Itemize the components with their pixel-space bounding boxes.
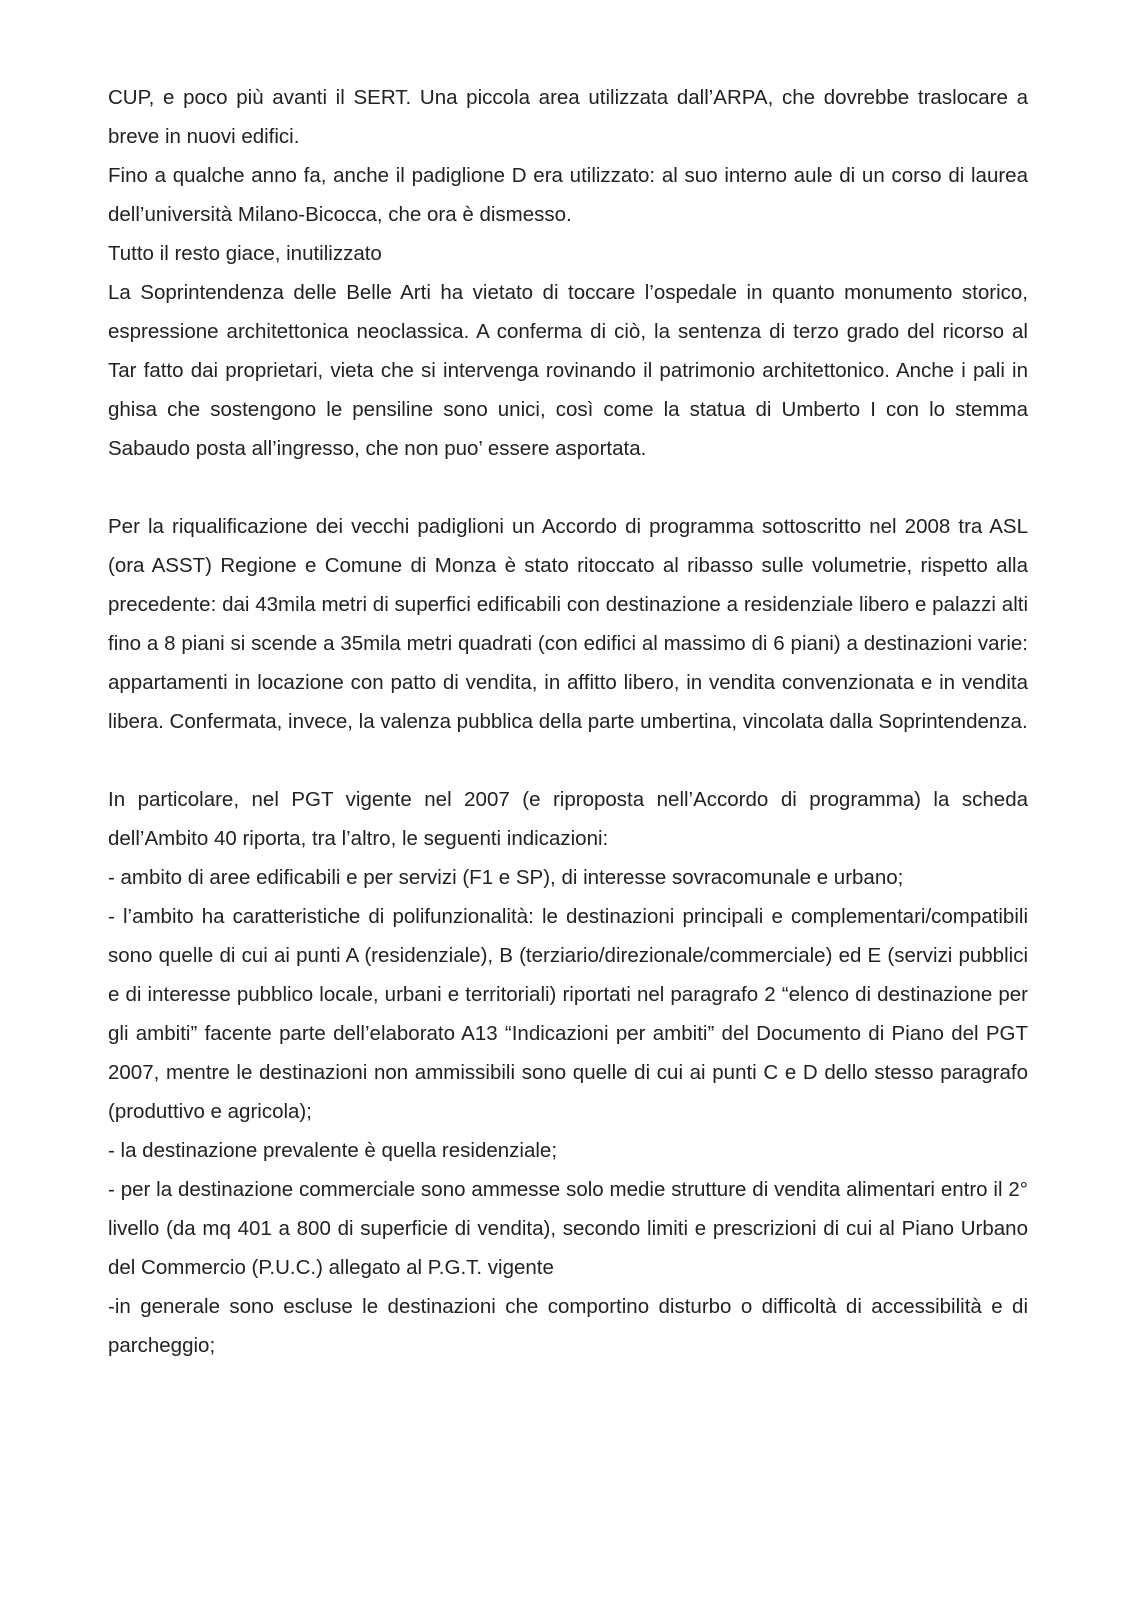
list-item-destinazioni-escluse: -in generale sono escluse le destinazioni che comportino disturbo o difficoltà di accessibilità e di parcheggio; <box>108 1295 1028 1357</box>
list-item-destinazione-commerciale: - per la destinazione commerciale sono ammesse solo medie strutture di vendita alimentari entro il 2° livello (da mq 401 a 800 di superficie di vendita), secondo limiti e prescrizioni di cui al Piano Urbano del Commercio (P.U.C.) allegato al P.G.T. vigente <box>108 1178 1028 1279</box>
paragraph-accordo-programma: Per la riqualificazione dei vecchi padiglioni un Accordo di programma sottoscritto nel 2008 tra ASL (ora ASST) Regione e Comune di Monza è stato ritoccato al ribasso sulle volumetrie, rispetto alla precedente: dai 43mila metri di superfici edificabili con destinazione a residenziale libero e palazzi alti fino a 8 piani si scende a 35mila metri quadrati (con edifici al massimo di 6 piani) a destinazioni varie: appartamenti in locazione con patto di vendita, in affitto libero, in vendita convenzionata e in vendita libera. Confermata, invece, la valenza pubblica della parte umbertina, vincolata dalla Soprintendenza. <box>108 515 1028 733</box>
paragraph-cup-sert: CUP, e poco più avanti il SERT. Una piccola area utilizzata dall’ARPA, che dovrebbe traslocare a breve in nuovi edifici. <box>108 86 1028 148</box>
paragraph-soprintendenza: La Soprintendenza delle Belle Arti ha vietato di toccare l’ospedale in quanto monumento storico, espressione architettonica neoclassica. A conferma di ciò, la sentenza di terzo grado del ricorso al Tar fatto dai proprietari, vieta che si intervenga rovinando il patrimonio architettonico. Anche i pali in ghisa che sostengono le pensiline sono unici, così come la statua di Umberto I con lo stemma Sabaudo posta all’ingresso, che non puo’ essere asportata. <box>108 281 1028 460</box>
list-item-destinazione-prevalente: - la destinazione prevalente è quella residenziale; <box>108 1139 558 1162</box>
paragraph-inutilizzato: Tutto il resto giace, inutilizzato <box>108 242 382 265</box>
paragraph-padiglione-d: Fino a qualche anno fa, anche il padiglione D era utilizzato: al suo interno aule di un corso di laurea dell’università Milano-Bicocca, che ora è dismesso. <box>108 164 1028 226</box>
paragraph-spacer <box>108 741 1028 780</box>
list-item-aree-edificabili: - ambito di aree edificabili e per servizi (F1 e SP), di interesse sovracomunale e urbano; <box>108 866 904 889</box>
list-item-polifunzionalita: - l’ambito ha caratteristiche di polifunzionalità: le destinazioni principali e complementari/compatibili sono quelle di cui ai punti A (residenziale), B (terziario/direzionale/commerciale) ed E (servizi pubblici e di interesse pubblico locale, urbani e territoriali) riportati nel paragrafo 2 “elenco di destinazione per gli ambiti” facente parte dell’elaborato A13 “Indicazioni per ambiti” del Documento di Piano del PGT 2007, mentre le destinazioni non ammissibili sono quelle di cui ai punti C e D dello stesso paragrafo (produttivo e agricola); <box>108 905 1028 1123</box>
document-page <box>108 78 1028 1365</box>
paragraph-spacer <box>108 468 1028 507</box>
paragraph-pgt-intro: In particolare, nel PGT vigente nel 2007 (e riproposta nell’Accordo di programma) la scheda dell’Ambito 40 riporta, tra l’altro, le seguenti indicazioni: <box>108 788 1028 850</box>
